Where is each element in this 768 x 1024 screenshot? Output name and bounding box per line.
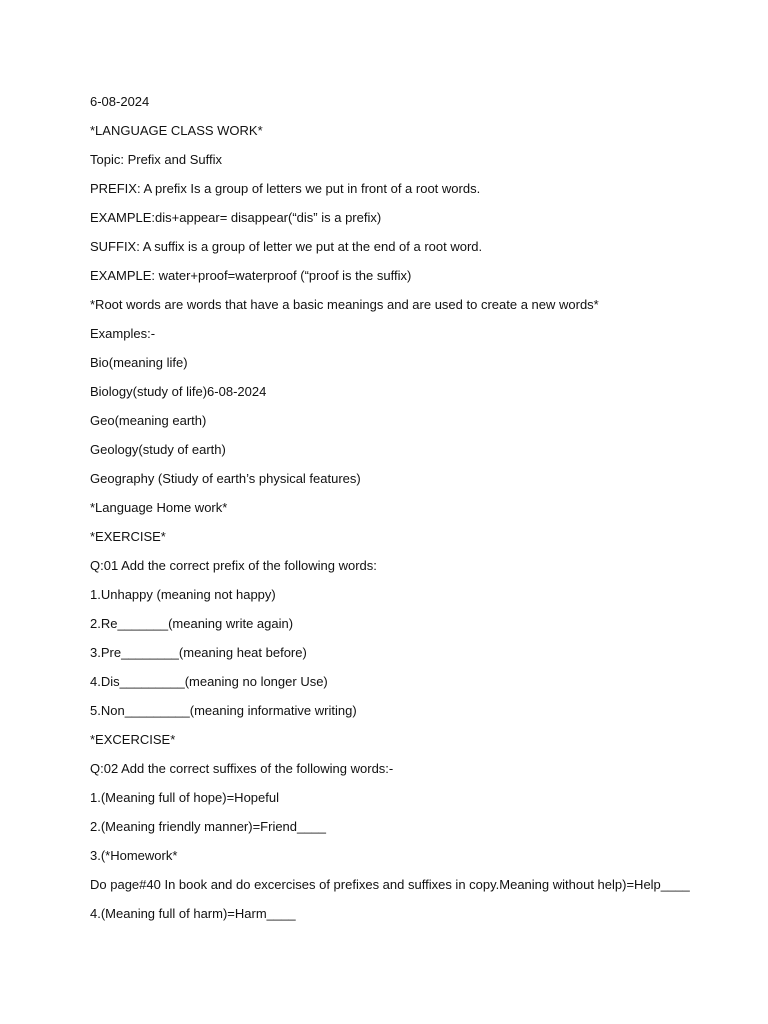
question-2-item: 2.(Meaning friendly manner)=Friend____	[90, 819, 326, 834]
date-line: 6-08-2024	[90, 94, 150, 109]
homework-instruction: Do page#40 In book and do excercises of prefixes and suffixes in copy.Meaning without help)=Help____	[90, 877, 690, 892]
question-1-item: 1.Unhappy (meaning not happy)	[90, 587, 276, 602]
root-words-note: *Root words are words that have a basic meanings and are used to create a new words*	[90, 297, 599, 312]
question-1-item: 5.Non_________(meaning informative writing)	[90, 703, 357, 718]
homework-heading: *Language Home work*	[90, 500, 228, 515]
question-1-item: 4.Dis_________(meaning no longer Use)	[90, 674, 328, 689]
question-2-item: 4.(Meaning full of harm)=Harm____	[90, 906, 296, 921]
example-item: Geo(meaning earth)	[90, 413, 207, 428]
question-1-item: 3.Pre________(meaning heat before)	[90, 645, 307, 660]
suffix-definition: SUFFIX: A suffix is a group of letter we put at the end of a root word.	[90, 239, 483, 254]
question-2-item: 3.(*Homework*	[90, 848, 178, 863]
prefix-example: EXAMPLE:dis+appear= disappear(“dis” is a prefix)	[90, 210, 382, 225]
question-1-item: 2.Re_______(meaning write again)	[90, 616, 294, 631]
topic-line: Topic: Prefix and Suffix	[90, 152, 222, 167]
question-2-item: 1.(Meaning full of hope)=Hopeful	[90, 790, 279, 805]
examples-heading: Examples:-	[90, 326, 156, 341]
classwork-heading: *LANGUAGE CLASS WORK*	[90, 123, 263, 138]
example-item: Geography (Stiudy of earth’s physical features)	[90, 471, 361, 486]
prefix-definition: PREFIX: A prefix Is a group of letters we put in front of a root words.	[90, 181, 481, 196]
example-item: Geology(study of earth)	[90, 442, 226, 457]
exercise-heading-2: *EXCERCISE*	[90, 732, 176, 747]
suffix-example: EXAMPLE: water+proof=waterproof (“proof is the suffix)	[90, 268, 412, 283]
question-1: Q:01 Add the correct prefix of the following words:	[90, 558, 377, 573]
example-item: Biology(study of life)6-08-2024	[90, 384, 267, 399]
example-item: Bio(meaning life)	[90, 355, 188, 370]
question-2: Q:02 Add the correct suffixes of the following words:-	[90, 761, 394, 776]
exercise-heading: *EXERCISE*	[90, 529, 166, 544]
